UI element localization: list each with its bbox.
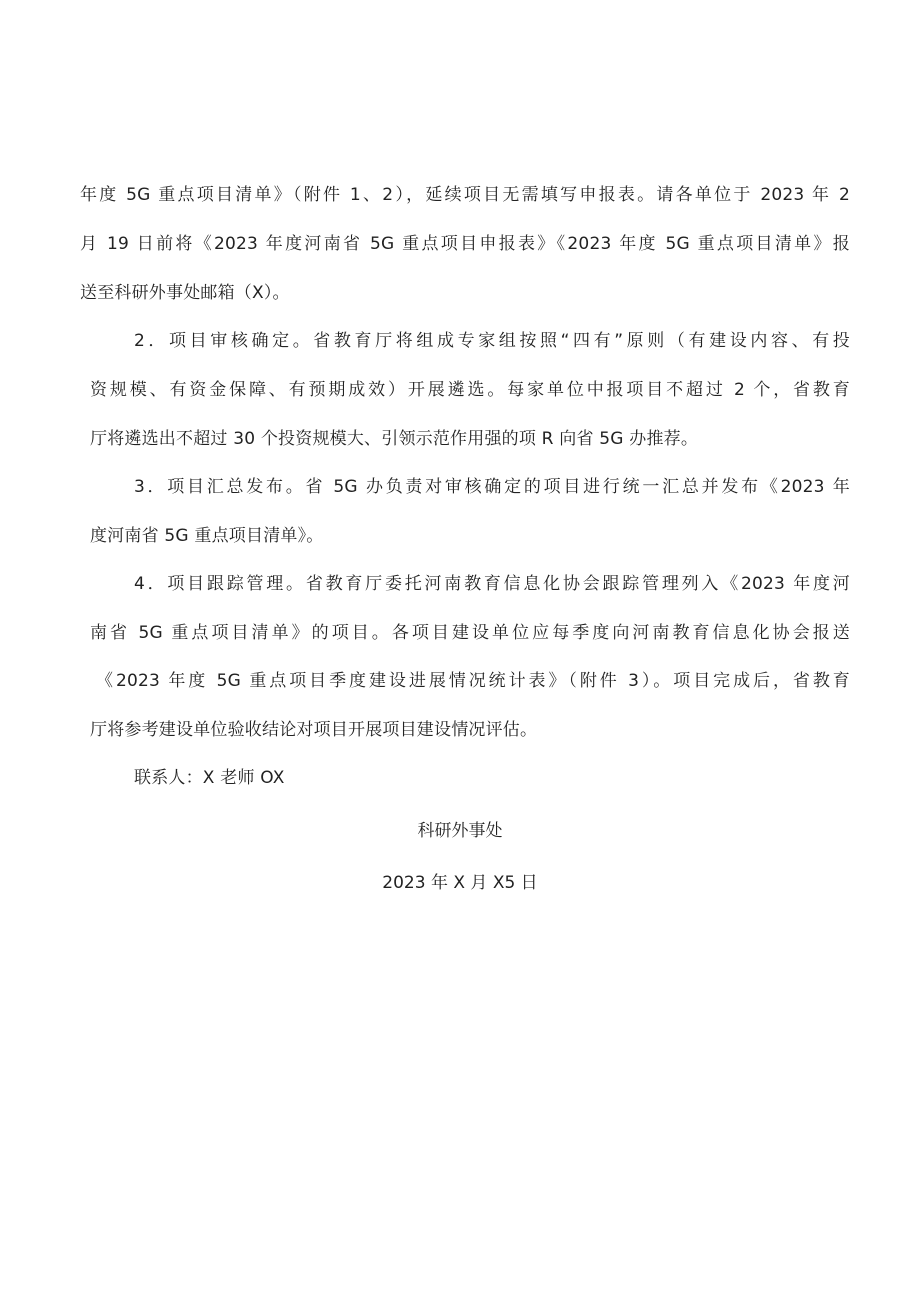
paragraph-line: 2．项目审核确定。省教育厅将组成专家组按照“四有”原则（有建设内容、有投 <box>134 331 850 351</box>
contact-line: 联系人：X 老师 OX <box>134 768 285 788</box>
paragraph-line: 南省 5G 重点项目清单》的项目。各项目建设单位应每季度向河南教育信息化协会报送 <box>90 623 850 643</box>
paragraph-line: 4．项目跟踪管理。省教育厅委托河南教育信息化协会跟踪管理列入《2023 年度河 <box>134 574 850 594</box>
paragraph-line: 资规模、有资金保障、有预期成效）开展遴选。每家单位中报项目不超过 2 个，省教育 <box>90 380 850 400</box>
signature-office: 科研外事处 <box>417 821 503 841</box>
paragraph-line: 3．项目汇总发布。省 5G 办负责对审核确定的项目进行统一汇总并发布《2023 年 <box>134 477 850 497</box>
paragraph-line: 厅将参考建设单位验收结论对项目开展项目建设情况评估。 <box>90 720 538 740</box>
paragraph-line: 厅将遴选出不超过 30 个投资规模大、引领示范作用强的项 R 向省 5G 办推荐。 <box>90 429 699 449</box>
paragraph-line: 《2023 年度 5G 重点项目季度建设进展情况统计表》（附件 3）。项目完成后，省教育 <box>96 671 850 691</box>
paragraph-line: 度河南省 5G 重点项目清单》。 <box>90 526 324 546</box>
signature-date: 2023 年 X 月 X5 日 <box>382 873 538 893</box>
paragraph-line: 月 19 日前将《2023 年度河南省 5G 重点项目申报表》《2023 年度 5G 重点项目清单》报 <box>80 234 850 254</box>
paragraph-line: 送至科研外事处邮箱（X）。 <box>80 283 290 303</box>
paragraph-line: 年度 5G 重点项目清单》（附件 1、2），延续项目无需填写申报表。请各单位于 2023 年 2 <box>80 185 850 205</box>
